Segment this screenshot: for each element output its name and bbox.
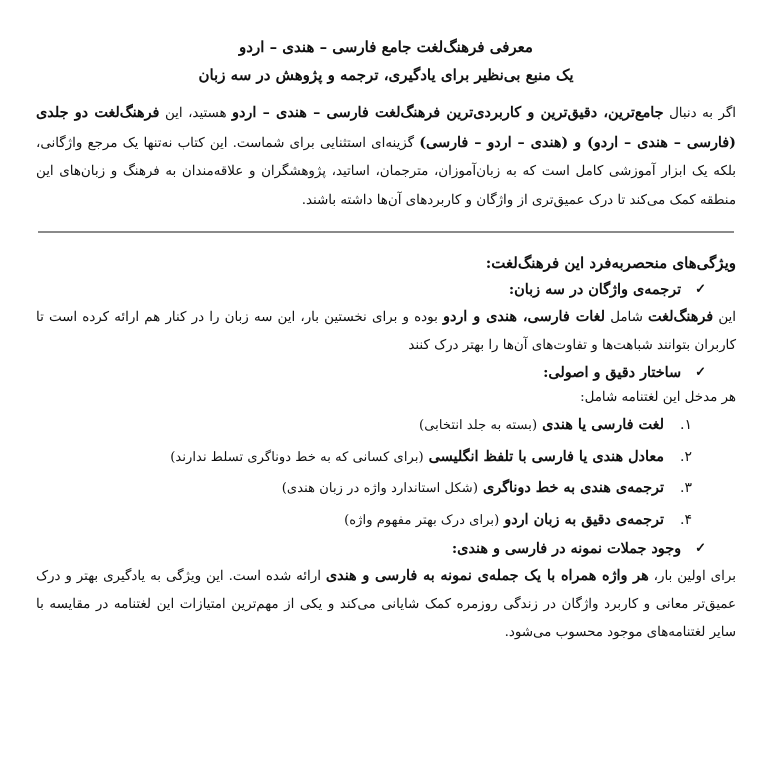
document-title: معرفی فرهنگ‌لغت جامع فارسی – هندی – اردو — [239, 38, 533, 56]
feature-1-bold-2: لغات فارسی، هندی و اردو — [443, 308, 606, 325]
feature-3-title: وجود جملات نمونه در فارسی و هندی: — [451, 540, 682, 557]
feature-1-text-2: شامل — [605, 310, 649, 325]
list-item — [36, 505, 692, 537]
feature-2-heading — [36, 360, 736, 386]
list-item-bold: لغت فارسی یا هندی — [542, 416, 664, 433]
entry-components-list — [36, 410, 736, 536]
list-number: ۳. — [680, 480, 692, 496]
list-item-bold: ترجمه‌ی هندی به خط دوناگری — [482, 479, 664, 496]
intro-paragraph — [36, 99, 736, 215]
list-number: ۲. — [680, 448, 692, 465]
list-item-note: (برای درک بهتر مفهوم واژه) — [344, 512, 500, 528]
feature-3-paragraph — [36, 562, 736, 647]
intro-text-2: هستید، این — [159, 106, 233, 121]
intro-text-1: اگر به دنبال — [663, 106, 737, 121]
feature-3-text-2: ارائه شده است. این ویژگی به یادگیری بهتر و درک عمیق‌تر معانی و کاربرد واژگان در زندگی روزمره کمک شایانی می‌کند و یکی از مهم‌ترین امتیازات این لغتنامه در مقایسه با سایر لغتنامه‌های موجود محسوب می‌شود. — [36, 569, 736, 640]
feature-2-title: ساختار دقیق و اصولی: — [543, 364, 682, 381]
feature-1-title: ترجمه‌ی واژگان در سه زبان: — [508, 281, 682, 298]
intro-bold-2: فرهنگ‌لغت دو جلدی (فارسی – هندی – اردو) و (هندی – اردو – فارسی) — [36, 104, 736, 151]
list-item-bold: معادل هندی یا فارسی با تلفظ انگلیسی — [428, 447, 664, 465]
intro-text-3: گزینه‌ای استثنایی برای شماست. این کتاب نه‌تنها یک مرجع واژگانی، بلکه یک ابزار آموزشی کامل است که به زبان‌آموزان، مترجمان، اساتید، پژوهشگران و علاقه‌مندان به فرهنگ و زبان‌های این منطقه کمک می‌کند تا درک عمیق‌تری از واژگان و کاربردهای آن‌ها داشته باشند. — [36, 135, 736, 208]
feature-1-bold-1: فرهنگ‌لغت — [648, 308, 714, 325]
document-subtitle: یک منبع بی‌نظیر برای یادگیری، ترجمه و پژوهش در سه زبان — [198, 66, 574, 84]
feature-1-text-1: این — [713, 310, 736, 325]
list-number: ۴. — [680, 511, 692, 528]
feature-3-bold-1: هر واژه همراه با یک جمله‌ی نمونه به فارسی و هندی — [325, 567, 649, 584]
checkmark-icon: ✓ — [695, 365, 706, 380]
list-number: ۱. — [680, 417, 692, 433]
feature-2-lead: هر مدخل این لغتنامه شامل: — [580, 390, 736, 405]
checkmark-icon: ✓ — [695, 541, 706, 556]
feature-1-paragraph — [36, 303, 736, 360]
list-item-note: (برای کسانی که به خط دوناگری تسلط ندارند) — [170, 449, 424, 465]
list-item-note: (شکل استاندارد واژه در زبان هندی) — [281, 481, 478, 496]
feature-1-heading — [36, 277, 736, 303]
intro-bold-1: جامع‌ترین، دقیق‌ترین و کاربردی‌ترین فرهنگ‌لغت فارسی – هندی – اردو — [232, 104, 664, 121]
feature-3-heading — [36, 536, 736, 562]
list-item — [36, 442, 692, 474]
list-item-note: (بسته به جلد انتخابی) — [419, 418, 538, 433]
list-item — [36, 410, 692, 442]
feature-3-text-1: برای اولین بار، — [648, 569, 736, 584]
features-heading: ویژگی‌های منحصربه‌فرد این فرهنگ‌لغت: — [485, 254, 736, 272]
section-divider — [38, 231, 734, 233]
list-item — [36, 473, 692, 505]
checkmark-icon: ✓ — [695, 282, 706, 297]
list-item-bold: ترجمه‌ی دقیق به زبان اردو — [504, 510, 664, 528]
feature-1-text-3: بوده و برای نخستین بار، این سه زبان را در کنار هم ارائه کرده است تا کاربران بتوانند شباهت‌ها و تفاوت‌های آن‌ها را بهتر درک کنند — [36, 310, 736, 353]
